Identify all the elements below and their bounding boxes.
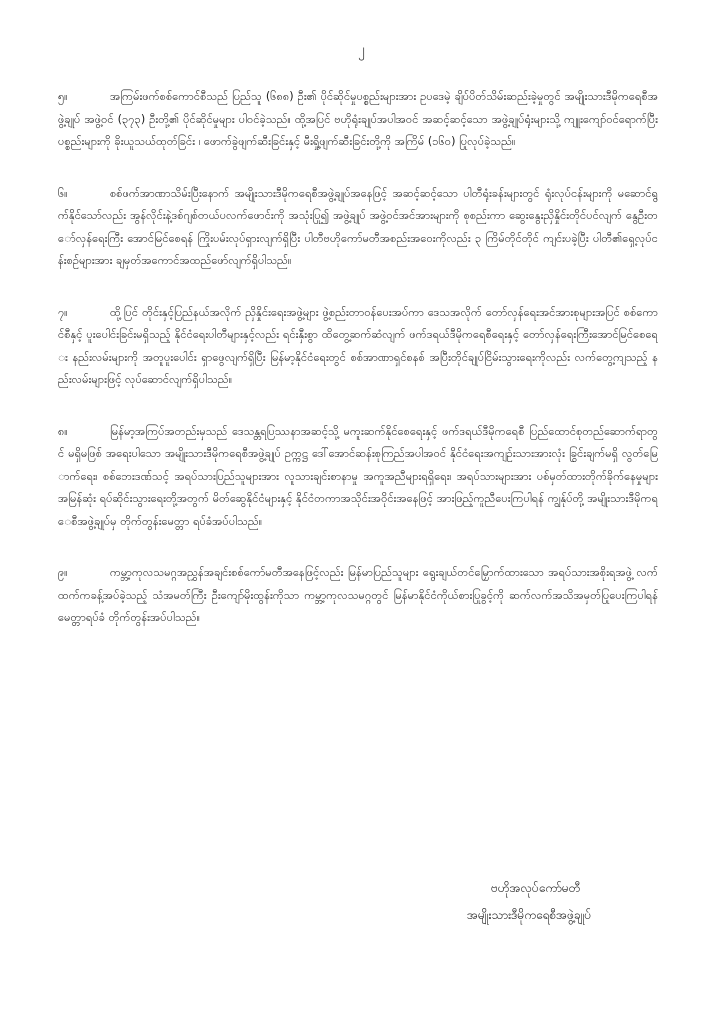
paragraph-text: မြန်မာ့အကြပ်အတည်းမှသည် ဒေသန္တရပြဿနာအဆင့်သို့ မကူးဆက်နိုင်စေရေးနှင့် ဖက်ဒရယ်ဒီမိုကရေစီ ပြည်ထောင်စုတည်ဆောက်ရာတွင် မရှိမဖြစ် အရေးပါသော အမျိုးသားဒီမိုကရေစီအဖွဲ့ချုပ် ဥက္ကဋ္ဌ ဒေါ်အောင်ဆန်းစုကြည်အပါအဝင် နိုင်ငံရေးအကျဉ်းသားအားလုံး ခြွင်းချက်မရှိ လွတ်မြောက်ရေး၊ စစ်ဘေးဒဏ်သင့် အရပ်သားပြည်သူများအား လူသားချင်းစာနာမှု အကူအညီများရရှိရေး၊ အရပ်သားများအား ပစ်မှတ်ထားတိုက်ခိုက်နေမှုများ အမြန်ဆုံး ရပ်ဆိုင်းသွားရေးတို့အတွက် မိတ်ဆွေနိုင်ငံများနှင့် နိုင်ငံတကာအသိုင်းအဝိုင်းအနေဖြင့် အားဖြည့်ကူညီပေးကြပါရန် ကျွန်ုပ်တို့ အမျိုးသားဒီမိုကရေစီအဖွဲ့ချုပ်မှ တိုက်တွန်းမေတ္တာ ရပ်ခံအပ်ပါသည်။	[58, 424, 658, 528]
signature-committee: ဗဟိုအလုပ်ကော်မတီ	[491, 881, 581, 895]
paragraph-number: ၅။	[58, 90, 68, 103]
paragraph-5	[58, 86, 658, 154]
paragraph-number: ၉။	[58, 566, 68, 579]
paragraph-number: ၈။	[58, 424, 68, 438]
paragraph-text: စစ်ဖက်အာဏာသိမ်းပြီးနောက် အမျိုးသားဒီမိုကရေစီအဖွဲ့ချုပ်အနေဖြင့် အဆင့်ဆင့်သော ပါတီရုံးခန်းများတွင် ရုံးလုပ်ငန်းများကို မဆောင်ရွက်နိုင်သော်လည်း အွန်လိုင်းနဲ့ဒစ်ဂျစ်တယ်ပလက်ဖောင်းကို အသုံးပြု၍ အဖွဲ့ချုပ် အဖွဲ့ဝင်အင်အားများကို စုစည်းကာ ဆွေးနွေးညှိနှိုင်းတိုင်ပင်လျက် နွေဦးတော်လှန်ရေးကြီး အောင်မြင်စေရန် ကြိုးပမ်းလုပ်ရှားလျက်ရှိပြီး ပါတီဗဟိုကော်မတီအစည်းအဝေးကိုလည်း ၃ ကြိမ်တိုင်တိုင် ကျင်းပခဲ့ပြီး ပါတီ၏ရှေ့လုပ်ငန်းစဉ်များအား ချမှတ်အကောင်အထည်ဖော်လျက်ရှိပါသည်။	[58, 186, 658, 267]
paragraph-text: ကမ္ဘာ့ကုလသမဂ္ဂအညွှန်အချင်းစစ်ကော်မတီအနေဖြင့်လည်း မြန်မာပြည်သူများ ရွေးချယ်တင်မြှောက်ထားသော အရပ်သားအစိုးရအဖွဲ့ လက်ထက်ကခန့်အပ်ခဲ့သည့် သံအမတ်ကြီး ဦးကျော်မိုးထွန်းကိုသာ ကမ္ဘာ့ကုလသမဂ္ဂတွင် မြန်မာနိုင်ငံကိုယ်စားပြုခွင့်ကို ဆက်လက်အသိအမှတ်ပြုပေးကြပါရန် မေတ္တာရပ်ခံ တိုက်တွန်းအပ်ပါသည်။	[58, 566, 658, 624]
paragraph-text: အကြမ်းဖက်စစ်ကောင်စီသည် ပြည်သူ (၆၈၈) ဦး၏ ပိုင်ဆိုင်မှုပစ္စည်းများအား ဥပဒေမဲ့ ချိပ်ပိတ်သိမ်းဆည်းခဲ့မှုတွင် အမျိုးသားဒီမိုကရေစီအဖွဲ့ချုပ် အဖွဲ့ဝင် (၃၇၃) ဦးတို့၏ ပိုင်ဆိုင်မှုများ ပါဝင်ခဲ့သည်။ ထို့အပြင် ဗဟိုရုံးချုပ်အပါအဝင် အဆင့်ဆင့်သော အဖွဲ့ချုပ်ရုံးများသို့ ကျူးကျော်ဝင်ရောက်ပြီး ပစ္စည်းများကို ခိုးယူသယ်ထုတ်ခြင်း ၊ ဖောက်ခွဲဖျက်ဆီးခြင်းနှင့် မီးရှို့ဖျက်ဆီးခြင်းတို့ကို အကြိမ် (၁၆၀) ပြုလုပ်ခဲ့သည်။	[58, 90, 658, 148]
document-body	[58, 86, 658, 659]
paragraph-text: ထို့ပြင် တိုင်းနှင့်ပြည်နယ်အလိုက် ညှိနှိုင်းရေးအဖွဲ့များ ဖွဲ့စည်းတာဝန်ပေးအပ်ကာ ဒေသအလိုက် တော်လှန်ရေးအင်အားစုများအပြင် စစ်ကောင်စီနှင့် ပူးပေါင်းခြင်းမရှိသည့် နိုင်ငံရေးပါတီများနှင့်လည်း ရင်းနှီးစွာ ထိတွေ့ဆက်ဆံလျက် ဖက်ဒရယ်ဒီမိုကရေစီရေးနှင့် တော်လှန်ရေးကြီးအောင်မြင်စေရေး နည်းလမ်းများကို အတူပူးပေါင်း ရှာဖွေလျက်ရှိပြီး မြန်မာ့နိုင်ငံရေးတွင် စစ်အာဏာရှင်စနစ် အပြီးတိုင်ချုပ်ငြိမ်းသွားရေးကိုလည်း လက်တွေ့ကျသည့် နည်းလမ်းများဖြင့် လုပ်ဆောင်လျက်ရှိပါသည်။	[58, 305, 658, 386]
paragraph-8	[58, 421, 658, 534]
signature-organization: အမျိုးသားဒီမိုကရေစီအဖွဲ့ချုပ်	[467, 908, 592, 922]
page-number: ၂	[358, 42, 365, 58]
paragraph-number: ၇။	[58, 305, 68, 319]
paragraph-6	[58, 183, 658, 273]
paragraph-9	[58, 562, 658, 630]
paragraph-7	[58, 302, 658, 392]
paragraph-number: ၆။	[58, 186, 68, 200]
